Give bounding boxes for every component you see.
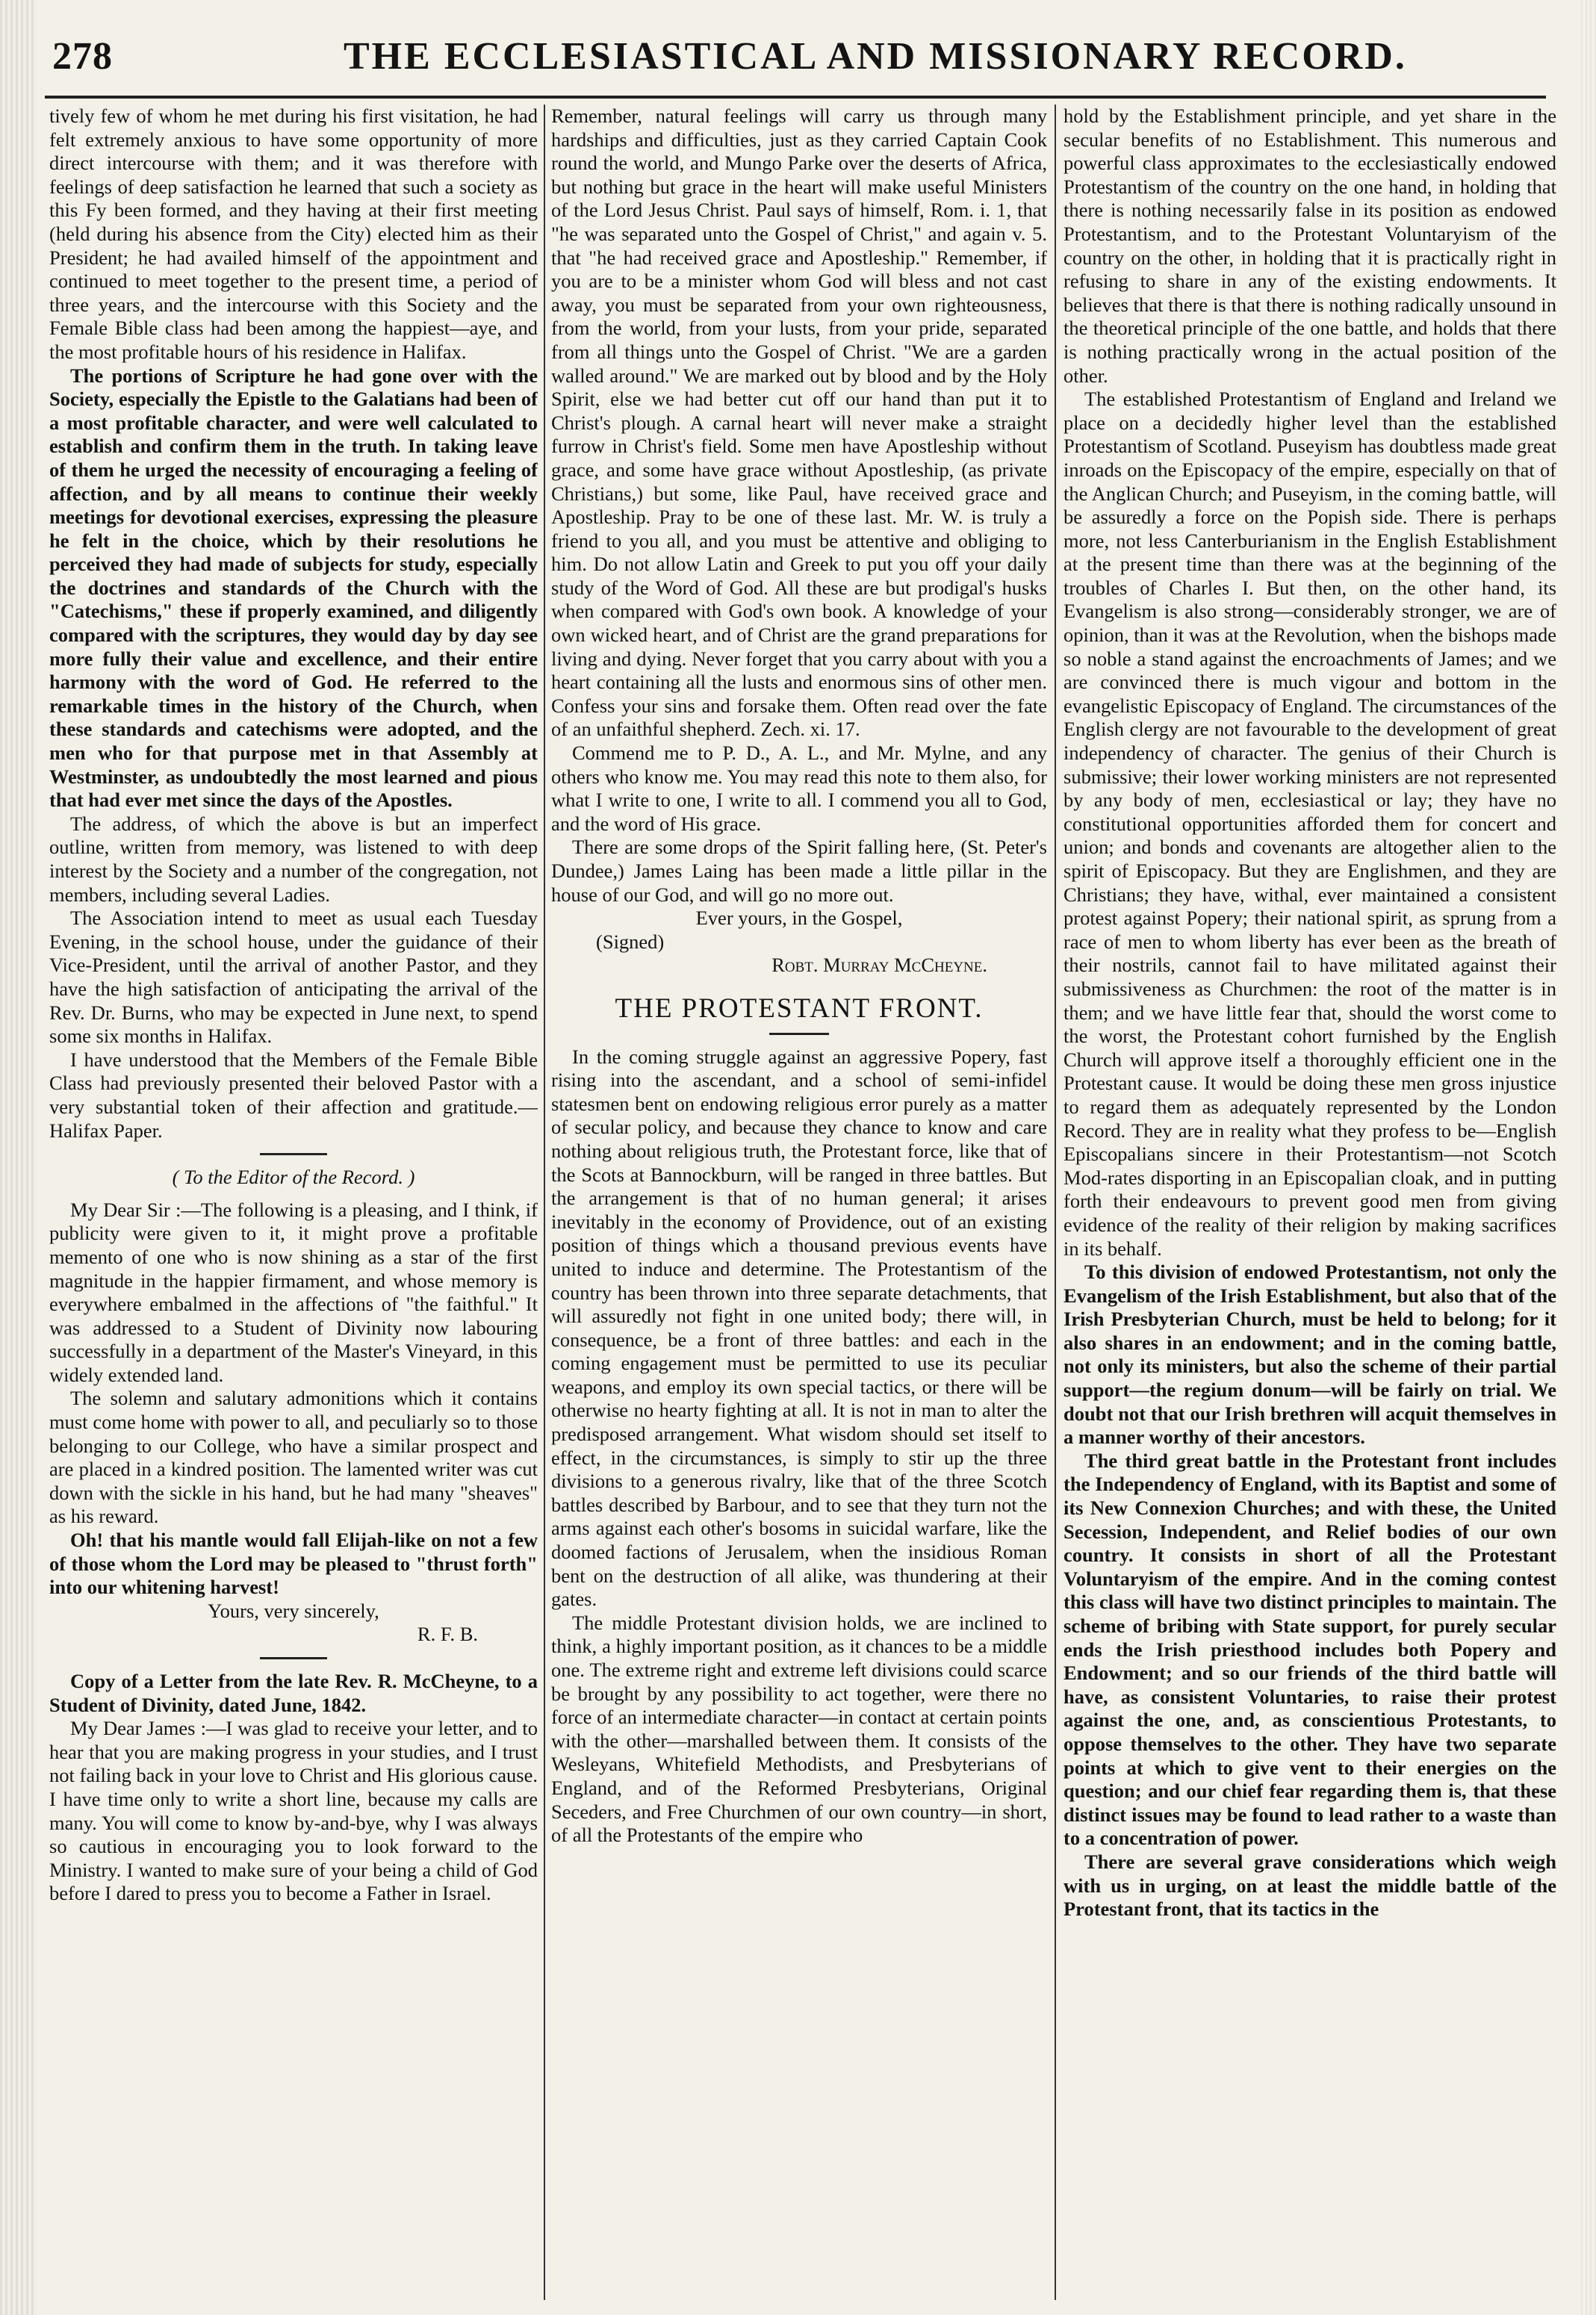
paragraph: The portions of Scripture he had gone over with the Society, especially the Epistle to the Galatians had been of a most profitable character, and were well calculated to establish and confirm them in the truth. In taking leave of them he urged the necessity of encouraging a feeling of affection, and by all means to continue their weekly meetings for devotional exercises, expressing the pleasure he felt in the choice, which by their resolutions he perceived they had made of subjects for study, especially the doctrines and standards of the Church with the "Catechisms," these if properly examined, and diligently compared with the scriptures, they would day by day see more fully their value and excellence, and their entire harmony with the word of God. He referred to the remarkable times in the history of the Church, when these standards and catechisms were adopted, and the men who for that purpose met in that Assembly at Westminster, as undoubtedly the most learned and pious that had ever met since the days of the Apostles. (49, 364, 538, 812)
page-header (45, 30, 1568, 90)
column-rule-2 (1055, 105, 1056, 2300)
paragraph: The Association intend to meet as usual each Tuesday Evening, in the school house, under the guidance of their Vice-President, until the arrival of another Pastor, and they have the high satisfaction of anticipating the arrival of the Rev. Dr. Burns, who may be expected in June next, to spend some six months in Halifax. (49, 907, 538, 1048)
column-1 (49, 105, 538, 2300)
paragraph: The address, of which the above is but an imperfect outline, written from memory, was listened to with deep interest by the Society and a number of the congregation, not members, including several Ladies. (49, 812, 538, 906)
paragraph: My Dear James :—I was glad to receive your letter, and to hear that you are making progress in your studies, and I trust not failing back in your love to Christ and His glorious cause. I have time only to write a short line, because my calls are many. You will come to know by-and-bye, why I was always so cautious in encouraging you to look forward to the Ministry. I wanted to make sure of your being a child of God before I dared to press you to become a Father in Israel. (49, 1717, 538, 1905)
paragraph: Remember, natural feelings will carry us through many hardships and difficulties, just as they carried Captain Cook round the world, and Mungo Parke over the deserts of Africa, but nothing but grace in the heart will make useful Ministers of the Lord Jesus Christ. Paul says of himself, Rom. i. 1, that "he was separated unto the Gospel of Christ," and again v. 5. that "he had received grace and Apostleship." Remember, if you are to be a minister whom God will bless and not cast away, you must be separated from your own righteousness, from the world, from your lusts, from your pride, separated from all things unto the Gospel of Christ. "We are a garden walled around." We are marked out by blood and by the Holy Spirit, else we had better cut off our hand than put it to Christ's plough. A carnal heart will never make a straight furrow in Christ's field. Some men have Apostleship without grace, and some have grace without Apostleship, (as private Christians,) but some, like Paul, have received grace and Apostleship. Pray to be one of these last. Mr. W. is truly a friend to you all, and you must be attentive and obliging to him. Do not allow Latin and Greek to put you off your daily study of the Word of God. All these are but prodigal's husks when compared with God's own book. A knowledge of your own wicked heart, and of Christ are the grand preparations for living and dying. Never forget that you carry about with you a heart containing all the lusts and enormous sins of other men. Confess your sins and forsake them. Often read over the fate of an unfaithful shepherd. Zech. xi. 17. (551, 105, 1047, 741)
paragraph: There are some drops of the Spirit falling here, (St. Peter's Dundee,) James Laing has been made a little pillar in the house of our God, and will go no more out. (551, 836, 1047, 906)
separator-rule (260, 1657, 327, 1659)
column-3 (1064, 105, 1556, 2300)
page-number: 278 (52, 35, 113, 78)
paragraph: The third great battle in the Protestant front includes the Independency of England, with its Baptist and some of its New Connexion Churches; and with these, the United Secession, Independent, and Relief bodies of our own country. It consists in short of all the Protestant Voluntaryism of the empire. And in the coming contest this class will have two distinct principles to maintain. The scheme of bribing with State support, for purely secular ends the Irish priesthood includes both Popery and Endowment; and so our friends of the third battle will have, as consistent Voluntaries, to raise their protest against the one, and, as conscientious Protestants, to oppose themselves to the other. They have two separate points at which to give vent to their energies on the question; and our chief fear regarding them is, that these distinct issues may be found to lead rather to a waste than to a concentration of power. (1064, 1449, 1556, 1850)
letter-closing: Ever yours, in the Gospel, (695, 907, 903, 930)
editor-heading: ( To the Editor of the Record. ) (172, 1166, 415, 1189)
letter-initials: R. F. B. (417, 1623, 478, 1646)
page-edge-right (1581, 0, 1596, 2315)
column-2 (551, 105, 1047, 2300)
paragraph: In the coming struggle against an aggressive Popery, fast rising into the ascendant, and a school of semi-infidel statesmen bent on endowing religious error purely as a matter of secular policy, and because they chance to know and care nothing about religious truth, the Protestant force, like that of the Scots at Bannockburn, will be ranged in three battles. But the arrangement is that of no human general; it arises inevitably in the economy of Providence, out of an existing position of things which a thousand previous events have united to induce and determine. The Protestantism of the country has been thrown into three separate detachments, that will assuredly not fight in one united body; there will, in consequence, be a front of three battles: and each in the coming engagement must be permitted to use its peculiar weapons, and employ its own special tactics, or there will be otherwise no hearty fighting at all. It is not in man to alter the predisposed arrangement. What wisdom should set itself to effect, in the circumstances, is simply to stir up the three divisions to a generous rivalry, like that of the three Scotch battles described by Barbour, and to see that they turn not the arms against each other's bosoms in suicidal warfare, like the doomed factions of Jerusalem, when the insidious Roman bent on the destruction of all alike, was thundering at their gates. (551, 1045, 1047, 1611)
paragraph: hold by the Establishment principle, and yet share in the secular benefits of no Establishment. This numerous and powerful class approximates to the ecclesiastically endowed Protestantism of the country on the one hand, in holding that there is nothing necessarily false in its position as endowed Protestantism, and to the Protestant Voluntaryism of the country on the other, in holding that it is practically right in refusing to share in any of the existing endowments. It believes that there is that there is nothing radically unsound in the theoretical principle of the one battle, and holds that there is nothing practically wrong in the actual position of the other. (1064, 105, 1556, 387)
header-rule (45, 96, 1546, 99)
letter-closing: Yours, very sincerely, (208, 1599, 379, 1622)
paragraph: I have understood that the Members of the Female Bible Class had previously presented their beloved Pastor with a very substantial token of their affection and gratitude.—Halifax Paper. (49, 1048, 538, 1142)
title-rule (769, 1033, 829, 1035)
paragraph: My Dear Sir :—The following is a pleasing, and I think, if publicity were given to it, it might prove a profitable memento of one who is now shining as a star of the first magnitude in the happier firmament, and whose memory is everywhere embalmed in the affections of "the faithful." It was addressed to a Student of Divinity now labouring successfully in a department of the Master's Vineyard, in this widely extended land. (49, 1198, 538, 1386)
article-title: THE PROTESTANT FRONT. (615, 992, 984, 1024)
paragraph: The established Protestantism of England and Ireland we place on a decidedly higher level than the established Protestantism of Scotland. Puseyism has doubtless made great inroads on the Episcopacy of the empire, especially on that of the Anglican Church; and Puseyism, in the coming battle, will be assuredly a force on the Popish side. There is perhaps more, not less Canterburianism in the English Establishment at the present time than there was at the beginning of the troubles of Charles I. But then, on the other hand, its Evangelism is also strong—considerably stronger, we are of opinion, than it was at the Revolution, when the bishops made so noble a stand against the encroachments of James; and we are convinced there is much vigour and bottom in the evangelistic Episcopacy of England. The circumstances of the English clergy are not favourable to the development of great independency of character. The genius of their Church is submissive; their lower working ministers are not represented by any body of men, ecclesiastical or lay; they have no constitutional opportunities afforded them for concert and union; and bonds and covenants are altogether alien to the spirit of Episcopacy. But they are Englishmen, and they are Christians; they have, withal, ever maintained a consistent protest against Popery; their national spirit, as sprung from a race of men to whom liberty has ever been as the breath of their nostrils, cannot fail to have militated against their submissiveness as Churchmen: the root of the matter is in them; and we have little fear that, should the worst come to the worst, the Protestant cohort furnished by the English Church will approve itself a thoroughly efficient one in the Protestant cause. It would be doing these men gross injustice to regard them as adequately represented by the London Record. They are in reality what they profess to be—English Episcopalians sincere in their Protestantism—not Scotch Mod-rates disporting in an Episcopalian cloak, and in putting forth their endeavours to prevent good men from giving evidence of the reality of their religion by making sacrifices in its behalf. (1064, 388, 1556, 1260)
paragraph: tively few of whom he met during his first visitation, he had felt extremely anxious to have some opportunity of more direct intercourse with them; and it was therefore with feelings of deep satisfaction he learned that such a society as this Fy been formed, and they having at their first meeting (held during his absence from the City) elected him as their President; he had availed himself of the appointment and continued to meet together to the present time, a period of three years, and the intercourse with this Society and the Female Bible class had been among the happiest—aye, and the most profitable hours of his residence in Halifax. (49, 105, 538, 363)
paragraph: Commend me to P. D., A. L., and Mr. Mylne, and any others who know me. You may read this note to them also, for what I write to one, I write to all. I commend you all to God, and the word of His grace. (551, 742, 1047, 835)
paragraph: The middle Protestant division holds, we are inclined to think, a highly important position, as it chances to be a middle one. The extreme right and extreme left divisions could scarce be brought by any possibility to act together, were there no force of an intermediate character—in contact at certain points with the other—marshalled between them. It consists of the Wesleyans, Whitefield Methodists, and Presbyterians of England, and of the Reformed Presbyterians, Original Seceders, and Free Churchmen of our own country—in short, of all the Protestants of the empire who (551, 1611, 1047, 1847)
signature: Robt. Murray McCheyne. (771, 954, 987, 977)
separator-rule (260, 1153, 327, 1155)
page-edge-left (0, 0, 36, 2315)
letter-heading: Copy of a Letter from the late Rev. R. McCheyne, to a Student of Divinity, dated June, 1842. (49, 1670, 538, 1716)
paragraph: To this division of endowed Protestantism, not only the Evangelism of the Irish Establishment, but also that of the Irish Presbyterian Church, must be held to belong; for it also shares in an endowment; and in the coming battle, not only its ministers, but also the scheme of their partial support—the regium donum—will be fairly on trial. We doubt not that our Irish brethren will acquit themselves in a manner worthy of their ancestors. (1064, 1261, 1556, 1449)
signed-label: (Signed) (596, 930, 665, 953)
column-rule-1 (544, 105, 545, 2300)
running-title: THE ECCLESIASTICAL AND MISSIONARY RECORD. (344, 35, 1407, 78)
paragraph: Oh! that his mantle would fall Elijah-like on not a few of those whom the Lord may be pleased to "thrust forth" into our whitening harvest! (49, 1529, 538, 1599)
paragraph: There are several grave considerations which weigh with us in urging, on at least the middle battle of the Protestant front, that its tactics in the (1064, 1850, 1556, 1921)
paragraph: The solemn and salutary admonitions which it contains must come home with power to all, and peculiarly so to those belonging to our College, who have a similar prospect and are placed in a kindred position. The lamented writer was cut down with the sickle in his hand, but he had many "sheaves" as his reward. (49, 1387, 538, 1528)
